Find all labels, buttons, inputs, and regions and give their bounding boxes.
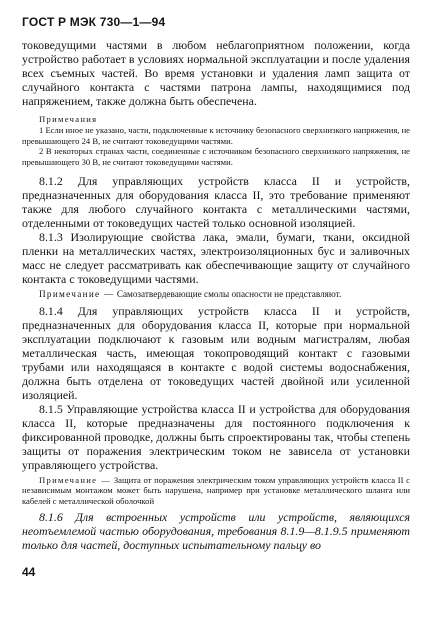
note-2: 2 В некоторых странах части, соединенные с источником безопасного сверхнизкого напряжения, не превышающего 30 В, не считают токоведущими частями. [22,146,410,167]
note-1: 1 Если иное не указано, части, подключенные к источнику безопасного сверхнизкого напряжения, не превышающего 24 В, не считают токоведущими частями. [22,125,410,146]
section-8-1-5-note [22,475,410,507]
notes-title: Примечания [39,114,98,124]
note-label: Примечание — [39,474,112,485]
section-8-1-4: 8.1.4 Для управляющих устройств класса II и устройств, предназначенных для оборудования класса II, которые при нормальной эксплуатации подключают к газовым или водным магистралям, любая металлическая часть, имеющая токопроводящий контакт с газовыми трубами или находящаяся в контакте с водой системы водоснабжения, должна быть отделена от токоведущих частей двойной или усиленной изоляцией. [22,303,410,402]
section-8-1-6: 8.1.6 Для встроенных устройств или устройств, являющихся неотъемлемой частью оборудования, требования 8.1.9—8.1.9.5 применяют только для частей, доступных испытательному пальцу во [22,509,410,552]
section-8-1-3: 8.1.3 Изолирующие свойства лака, эмали, бумаги, ткани, оксидной пленки на металлических частях, электроизоляционных бус и заливочных масс не следует рассматривать как обеспечивающие защиту от случайного контакта с токоведущими частями. [22,230,410,287]
page-number: 44 [22,565,36,579]
section-8-1-3-note [22,289,410,301]
section-8-1-5: 8.1.5 Управляющие устройства класса II и устройства для оборудования класса II, которые предназначены для постоянного подключения к фиксированной проводке, должны быть спроектированы так, чтобы степень защиты от поражения электрическим током не зависела от установки управляющего устройства. [22,401,410,472]
note-text: Самозатвердевающие смолы опасности не представляют. [116,289,342,300]
paragraph-continuation: токоведущими частями в любом неблагоприятном положении, когда устройство работает в условиях нормальной эксплуатации и после удаления всех съемных частей. Во время установки и удаления ламп защита от случайного контакта с частями патрона лампы, находящимися под напряжением, также должна быть обеспечена. [22,38,410,108]
page-header-standard-code: ГОСТ Р МЭК 730—1—94 [22,15,166,29]
page-content [22,38,410,552]
section-8-1-2: 8.1.2 Для управляющих устройств класса II и устройств, предназначенных для оборудования класса II, это требование применяют также для любого случайного контакта с металлическими частями, отделенными от токоведущих частей только основной изоляцией. [22,174,410,231]
note-label: Примечание — [39,289,115,300]
note-text: Защита от поражения электрическим током управляющих устройств класса II с независимым монтажом может быть нарушена, например при установке металлического шланга или кабелей с металлической оболочкой [22,474,410,507]
